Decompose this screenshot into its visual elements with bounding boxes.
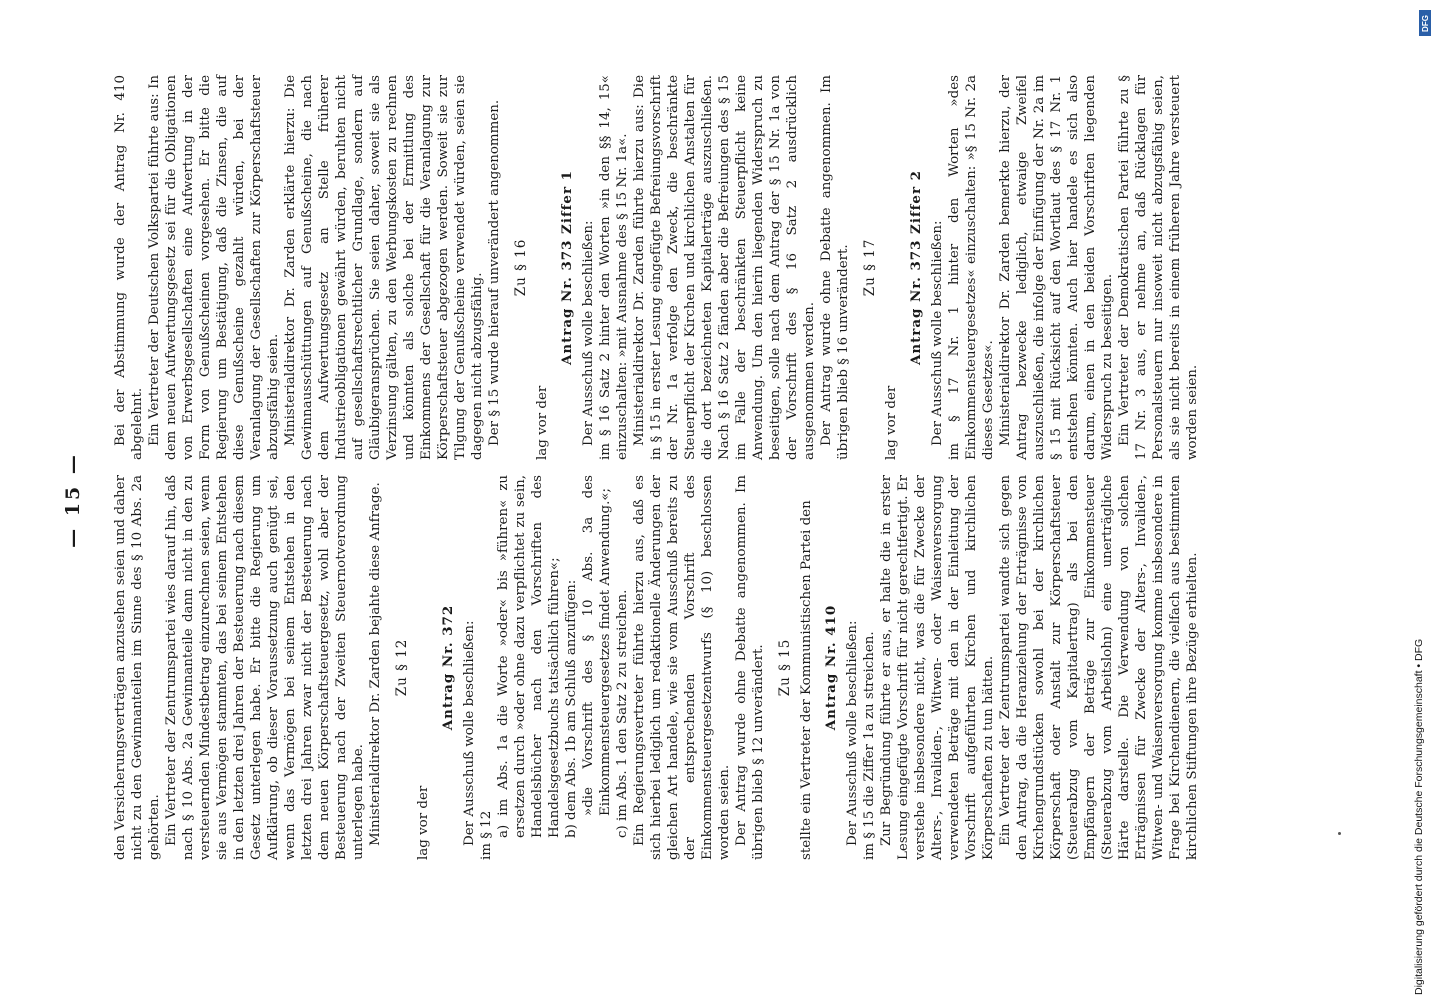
left-column xyxy=(112,475,1201,860)
lag-vor-text: stellte ein Vertreter der Kommunistischen Partei den xyxy=(799,500,814,860)
paragraph: Ein Regierungsvertreter führte hierzu aus, daß es sich hierbei lediglich um redaktionelle Änderungen der gleichen Art handele, wie sie vom Ausschuß bereits zu der entsprechenden Vorschrift des Einkommensteuergesetzentwurfs (§ 10) beschlossen worden seien. xyxy=(632,475,732,860)
paragraph: Ein Vertreter der Zentrumspartei wies darauf hin, daß nach § 10 Abs. 2a Gewinnanteile dann nicht in den zu versteuernden Mindestbetrag einzurechnen seien, wenn sie aus Vermögen stammten, das bei seinem Entstehen in den letzten drei Jahren der Besteuerung nach diesem Gesetz unterlegen habe. Er bitte die Regierung um Aufklärung, ob dieser Voraussetzung auch genügt sei, wenn das Vermögen bei seinem Entstehen in den letzten drei Jahren zwar nicht der Besteuerung nach dem neuen Körperschaftsteuergesetz, wohl aber der Besteuerung nach der Zweiten Steuernotverordnung unterlegen habe. xyxy=(164,475,366,860)
paragraph: Bei der Abstimmung wurde der Antrag Nr. 410 abgelehnt. xyxy=(113,75,145,460)
antrag-heading-373-1: Antrag Nr. 373 Ziffer 1 xyxy=(559,170,575,366)
antrag-heading-372: Antrag Nr. 372 xyxy=(440,604,456,731)
paragraph: Der Ausschuß wolle beschließen: xyxy=(930,220,945,446)
quote: »die Vorschrift des § 10 Abs. 3a des Einkommensteuergesetzes findet Anwendung.«; xyxy=(581,475,613,816)
paragraph: Der Antrag wurde ohne Debatte angenommen. Im übrigen blieb § 12 unverändert. xyxy=(734,475,766,860)
list-item: a) im Abs. 1a die Worte »oder« bis »führen« zu ersetzen durch »oder ohne dazu verpflichtet zu sein, Handelsbücher nach den Vorschriften des Handelsgesetzbuchs tatsächlich führen«; xyxy=(496,475,562,838)
right-column xyxy=(112,75,1201,460)
paragraph: Der Antrag wurde ohne Debatte angenommen. Im übrigen blieb § 16 unverändert. xyxy=(819,75,851,460)
section-heading-17: Zu § 17 xyxy=(862,238,878,297)
section-heading-15: Zu § 15 xyxy=(777,638,793,697)
lag-vor-text: lag vor der xyxy=(416,785,431,860)
lag-vor-text: lag vor der xyxy=(884,385,899,460)
list-item: c) im Abs. 1 den Satz 2 zu streichen. xyxy=(615,589,630,838)
paragraph: Der Ausschuß wolle beschließen: xyxy=(462,620,477,846)
page-number-header: — 15 — xyxy=(62,452,84,548)
paragraph: Ein Vertreter der Demokratischen Partei führte zu § 17 Nr. 3 aus, er nehme an, daß Rücklagen für Personalsteuern nur insoweit nicht abzugsfähig seien, als sie nicht bereits in einem früheren Jahre versteuert worden seien. xyxy=(1117,75,1200,460)
list-item: b) dem Abs. 1b am Schluß anzufügen: xyxy=(564,579,579,838)
paragraph: Ministerialdirektor Dr. Zarden erklärte hierzu: Die Gewinnausschüttungen auf Genußscheine, die nach dem Aufwertungsgesetz an Stelle früherer Industrieobligationen gewährt würden, beruhten nicht auf gesellschaftsrechtlicher Grundlage, sondern auf Gläubigeransprüchen. Sie seien daher, soweit sie als Verzinsung gälten, zu den Werbungskosten zu rechnen und könnten als solche bei der Ermittlung des Einkommens der Gesellschaft für die Veranlagung zur Körperschaftsteuer abgezogen werden. Soweit sie zur Tilgung der Genußscheine verwendet würden, seien sie dagegen nicht abzugsfähig. xyxy=(283,75,485,460)
paragraph: im § 17 Nr. 1 hinter den Worten »des Einkommensteuergesetzes« einzuschalten: »§ 15 Nr. 2a dieses Gesetzes«. xyxy=(947,75,996,460)
antrag-heading-373-2: Antrag Nr. 373 Ziffer 2 xyxy=(908,170,924,366)
section-heading-16: Zu § 16 xyxy=(513,238,529,297)
paragraph: im § 15 die Ziffer 1a zu streichen. xyxy=(862,631,877,860)
paragraph: Der Ausschuß wolle beschließen: xyxy=(581,220,596,446)
paragraph: Ministerialdirektor Dr. Zarden bemerkte hierzu, der Antrag bezwecke lediglich, etwaige Zweifel auszuschließen, die infolge der Einfügung der Nr. 2a im § 15 mit Rücksicht auf den Wortlaut des § 17 Nr. 1 entstehen könnten. Auch hier handele es sich also darum, einen in den beiden Vorschriften liegenden Widerspruch zu beseitigen. xyxy=(998,75,1115,460)
lag-vor-text: lag vor der xyxy=(535,385,550,460)
dfg-logo-text: DFG xyxy=(1420,14,1430,32)
paragraph: den Versicherungsverträgen anzusehen seien und daher nicht zu den Gewinnanteilen im Sinne des § 10 Abs. 2a gehörten. xyxy=(113,475,162,860)
paragraph: Ministerialdirektor Dr. Zarden bejahte diese Anfrage. xyxy=(368,482,383,846)
antrag-heading-410: Antrag Nr. 410 xyxy=(823,604,839,731)
paragraph: Ministerialdirektor Dr. Zarden führte hierzu aus: Die in § 15 in erster Lesung eingefügte Befreiungsvorschrift der Nr. 1a verfolge den Zweck, die beschränkte Steuerpflicht der Kirchen und kirchlichen Anstalten für die dort bezeichneten Kapitalerträge auszuschließen. Nach § 16 Satz 2 fänden aber die Befreiungen des § 15 im Falle der beschränkten Steuerpflicht keine Anwendung. Um den hierin liegenden Widerspruch zu beseitigen, solle nach dem Antrag der § 15 Nr. 1a von der Vorschrift des § 16 Satz 2 ausdrücklich ausgenommen werden. xyxy=(632,75,817,460)
margin-speck xyxy=(1338,832,1341,835)
paragraph: Zur Begründung führte er aus, er halte die in erster Lesung eingefügte Vorschrift für nicht gerechtfertigt. Er verstehe insbesondere nicht, was die für Zwecke der Alters-, Invaliden-, Witwen- oder Waisenversorgung verwendeten Beträge mit den in der Einleitung der Vorschrift aufgeführten Kirchen und kirchlichen Körperschaften zu tun hätten. xyxy=(879,475,996,860)
section-heading-12: Zu § 12 xyxy=(394,638,410,697)
paragraph: Der § 15 wurde hierauf unverändert angenommen. xyxy=(487,99,502,446)
paragraph: im § 16 Satz 2 hinter den Worten »in den §§ 14, 15« einzuschalten: »mit Ausnahme des § 15 Nr. 1a«. xyxy=(598,75,630,460)
digitization-credit: Digitalisierung gefördert durch die Deutsche Forschungsgemeinschaft • DFG xyxy=(1413,638,1425,995)
paragraph: Der Ausschuß wolle beschließen: xyxy=(845,620,860,846)
paragraph: Ein Vertreter der Deutschen Volkspartei führte aus: In dem neuen Aufwertungsgesetz sei für die Obligationen von Erwerbsgesellschaften eine Aufwertung in der Form von Genußscheinen vorgesehen. Er bitte die Regierung um Bestätigung, daß die Zinsen, die auf diese Genußscheine gezahlt würden, bei der Veranlagung der Gesellschaften zur Körperschaftsteuer abzugsfähig seien. xyxy=(147,75,281,460)
paragraph: im § 12 xyxy=(479,810,494,860)
paragraph: Ein Vertreter der Zentrumspartei wandte sich gegen den Antrag, da die Heranziehung der Erträgnisse von Kirchengrundstücken sowohl bei der kirchlichen Körperschaft oder Anstalt zur Körperschaftsteuer (Steuerabzug vom Kapitalertrag) als bei den Empfängern der Beträge zur Einkommensteuer (Steuerabzug vom Arbeitslohn) eine unerträgliche Härte darstelle. Die Verwendung von solchen Erträgnissen für Zwecke der Alters-, Invaliden-, Witwen- und Waisenversorgung komme insbesondere in Frage bei Kirchendienern, die vielfach aus bestimmten kirchlichen Stiftungen ihre Bezüge erhielten. xyxy=(998,475,1200,860)
